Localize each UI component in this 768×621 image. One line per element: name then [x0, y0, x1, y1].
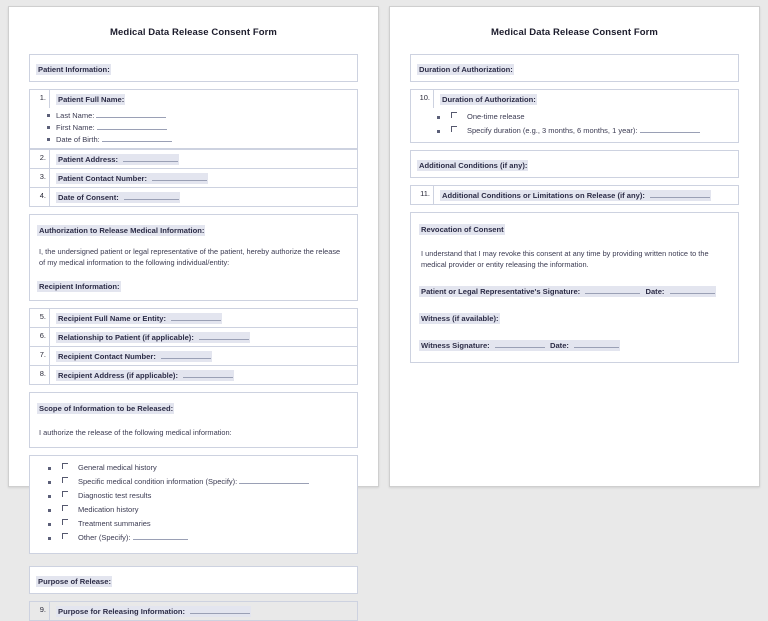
signature-patient-label: Patient or Legal Representative's Signature: — [421, 287, 581, 296]
input-last-name[interactable] — [96, 110, 166, 118]
section-authorization-body: I, the undersigned patient or legal representative of the patient, hereby authorize the release of my medical information to the following individual/entity: — [39, 247, 341, 267]
checkbox-row-other[interactable] — [56, 532, 351, 546]
list-number-5: 5. — [30, 309, 50, 327]
checkbox-icon[interactable] — [451, 126, 457, 132]
input-date-of-consent[interactable] — [120, 192, 180, 203]
scope-checkbox-group — [29, 455, 358, 554]
field-recipient-relationship-label: Relationship to Patient (if applicable): — [58, 333, 194, 342]
input-purpose-for-releasing[interactable] — [186, 606, 251, 617]
witness-label: Witness (if available): — [421, 314, 499, 323]
field-group-recipient — [29, 308, 358, 385]
input-specific-medical-condition[interactable] — [239, 476, 309, 484]
checkbox-row-medication-history[interactable] — [56, 504, 351, 518]
field-group-patient-name — [29, 89, 358, 149]
list-number-3: 3. — [30, 169, 50, 187]
section-recipient-information-heading: Recipient Information: — [39, 282, 120, 291]
list-item[interactable] — [56, 134, 357, 146]
input-other-specify[interactable] — [133, 532, 188, 540]
checkbox-label: General medical history — [78, 463, 157, 472]
field-row-recipient-address[interactable] — [29, 366, 358, 385]
checkbox-row-general-medical-history[interactable] — [56, 462, 351, 476]
list-number-10: 10. — [411, 90, 434, 108]
field-patient-full-name-label: Patient Full Name: — [58, 95, 125, 104]
page-title-2: Medical Data Release Consent Form — [491, 27, 658, 38]
section-scope — [29, 392, 358, 448]
checkbox-label: Treatment summaries — [78, 519, 151, 528]
field-additional-conditions-label: Additional Conditions or Limitations on Release (if any): — [442, 191, 645, 200]
input-patient-contact-number[interactable] — [148, 173, 208, 184]
sub-label-first-name: First Name: — [56, 123, 95, 132]
section-patient-information — [29, 54, 358, 82]
section-authorization-heading: Authorization to Release Medical Information: — [39, 226, 205, 235]
list-item[interactable] — [56, 110, 357, 122]
scope-checkbox-list — [36, 462, 351, 546]
checkbox-row-diagnostic-test-results[interactable] — [56, 490, 351, 504]
field-row-additional-conditions[interactable] — [410, 185, 739, 205]
section-purpose — [29, 566, 358, 594]
input-patient-address[interactable] — [119, 154, 179, 165]
signature-row-patient[interactable] — [419, 281, 730, 299]
section-revocation-heading: Revocation of Consent — [421, 225, 504, 234]
field-row-patient-contact-number[interactable] — [29, 169, 358, 188]
list-number-2: 2. — [30, 150, 50, 168]
checkbox-icon[interactable] — [451, 112, 457, 118]
checkbox-label: Other (Specify): — [78, 533, 131, 542]
witness-date-label: Date: — [549, 341, 569, 350]
input-recipient-relationship[interactable] — [195, 332, 250, 343]
field-row-recipient-contact-number[interactable] — [29, 347, 358, 366]
list-number-4: 4. — [30, 188, 50, 206]
field-date-of-consent-label: Date of Consent: — [58, 193, 119, 202]
checkbox-label: Specific medical condition information (Specify): — [78, 477, 238, 486]
input-specify-duration[interactable] — [640, 125, 700, 133]
input-first-name[interactable] — [97, 122, 167, 130]
checkbox-icon[interactable] — [62, 463, 68, 469]
field-patient-contact-number-label: Patient Contact Number: — [58, 174, 148, 183]
document-page-1 — [8, 6, 379, 616]
checkbox-icon[interactable] — [62, 491, 68, 497]
input-additional-conditions[interactable] — [646, 190, 711, 201]
checkbox-icon[interactable] — [62, 505, 68, 511]
section-patient-information-label: Patient Information: — [38, 65, 110, 74]
checkbox-icon[interactable] — [62, 533, 68, 539]
input-recipient-contact-number[interactable] — [157, 351, 212, 362]
checkbox-label: Medication history — [78, 505, 139, 514]
field-row-patient-address[interactable] — [29, 149, 358, 169]
section-additional-conditions-label: Additional Conditions (if any): — [419, 161, 528, 170]
section-revocation-body: I understand that I may revoke this consent at any time by providing written notice to the medical provider or entity releasing the information. — [421, 249, 709, 269]
checkbox-row-treatment-summaries[interactable] — [56, 518, 351, 532]
field-recipient-address-label: Recipient Address (if applicable): — [58, 371, 178, 380]
list-number-9: 9. — [30, 602, 50, 620]
section-purpose-label: Purpose of Release: — [38, 577, 112, 586]
document-page-2 — [389, 6, 760, 487]
field-row-purpose-for-releasing[interactable] — [29, 601, 358, 621]
list-number-7: 7. — [30, 347, 50, 365]
checkbox-icon[interactable] — [62, 477, 68, 483]
witness-signature-label: Witness Signature: — [421, 341, 490, 350]
signature-row-witness[interactable] — [419, 335, 730, 353]
checkbox-row-specify-duration[interactable] — [445, 125, 738, 139]
list-number-11: 11. — [411, 186, 434, 204]
input-witness-date[interactable] — [570, 340, 620, 351]
checkbox-icon[interactable] — [62, 519, 68, 525]
input-recipient-address[interactable] — [179, 370, 234, 381]
input-patient-signature[interactable] — [581, 286, 643, 297]
field-group-patient-contact — [29, 149, 358, 207]
field-row-date-of-consent[interactable] — [29, 188, 358, 207]
checkbox-label: Specify duration (e.g., 3 months, 6 months, 1 year): — [467, 126, 638, 135]
signature-patient-date-label: Date: — [645, 287, 665, 296]
field-patient-full-name[interactable] — [50, 90, 357, 108]
section-duration-label: Duration of Authorization: — [419, 65, 513, 74]
checkbox-label: One-time release — [467, 112, 525, 121]
input-patient-signature-date[interactable] — [665, 286, 715, 297]
section-additional-conditions — [410, 150, 739, 178]
section-scope-heading: Scope of Information to be Released: — [39, 404, 174, 413]
checkbox-label: Diagnostic test results — [78, 491, 152, 500]
section-authorization — [29, 214, 358, 301]
sub-label-last-name: Last Name: — [56, 111, 95, 120]
field-recipient-name-label: Recipient Full Name or Entity: — [58, 314, 167, 323]
field-patient-address-label: Patient Address: — [58, 155, 119, 164]
field-row-recipient-relationship[interactable] — [29, 328, 358, 347]
field-group-duration — [410, 89, 739, 143]
field-row-recipient-name[interactable] — [29, 308, 358, 328]
list-number-6: 6. — [30, 328, 50, 346]
section-scope-body: I authorize the release of the following medical information: — [39, 428, 232, 437]
witness-availability-row — [419, 308, 730, 326]
input-witness-signature[interactable] — [491, 340, 548, 351]
input-date-of-birth[interactable] — [102, 134, 172, 142]
sub-label-date-of-birth: Date of Birth: — [56, 135, 100, 144]
section-revocation — [410, 212, 739, 363]
page-title: Medical Data Release Consent Form — [110, 27, 277, 38]
duration-checkbox-list — [411, 111, 738, 139]
checkbox-row-one-time-release[interactable] — [445, 111, 738, 125]
list-item[interactable] — [56, 122, 357, 134]
section-duration — [410, 54, 739, 82]
list-number-8: 8. — [30, 366, 50, 384]
field-duration-of-authorization[interactable] — [434, 90, 738, 108]
field-duration-of-authorization-label: Duration of Authorization: — [442, 95, 536, 104]
patient-name-sublist — [30, 110, 357, 146]
checkbox-row-specific-medical-condition[interactable] — [56, 476, 351, 490]
list-number-1: 1. — [30, 90, 50, 108]
field-purpose-for-releasing-label: Purpose for Releasing Information: — [58, 607, 185, 616]
field-recipient-contact-number-label: Recipient Contact Number: — [58, 352, 156, 361]
input-recipient-name[interactable] — [167, 313, 222, 324]
